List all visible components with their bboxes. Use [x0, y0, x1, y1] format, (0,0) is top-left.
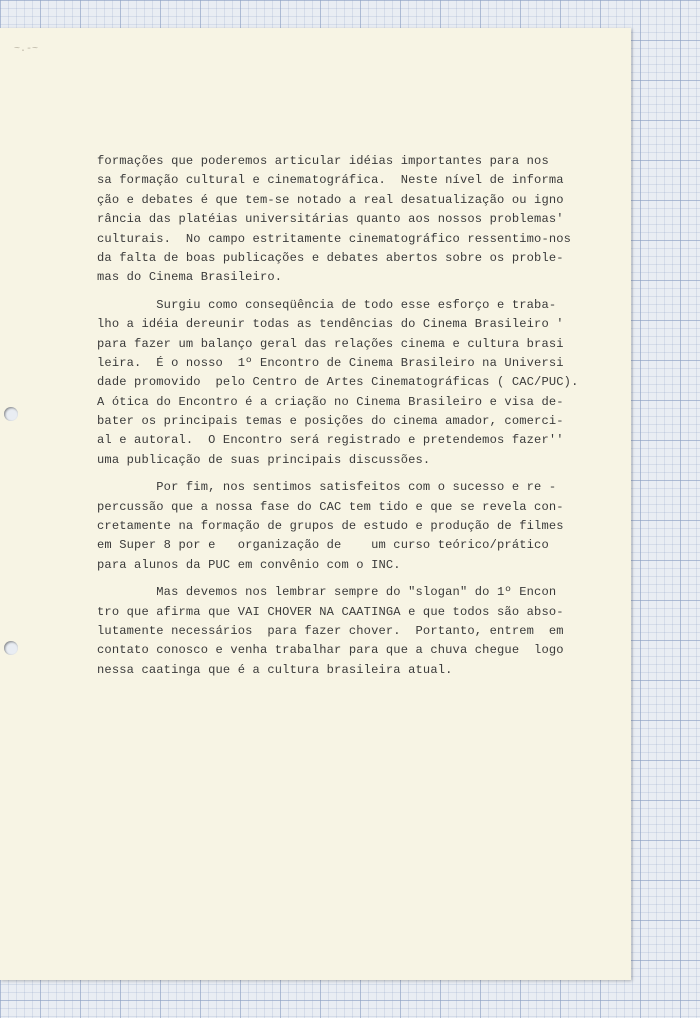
text-line: Surgiu como conseqüência de todo esse esforço e traba-: [97, 297, 557, 312]
text-line: lho a idéia dereunir todas as tendências do Cinema Brasileiro ': [97, 317, 564, 332]
text-line: uma publicação de suas principais discussões.: [97, 452, 431, 467]
paragraph-2: [97, 296, 617, 471]
text-line: lutamente necessários para fazer chover. Portanto, entrem em: [97, 623, 564, 638]
paragraph-gap: [97, 575, 617, 583]
paragraph-gap: [97, 470, 617, 478]
text-line: nessa caatinga que é a cultura brasileira atual.: [97, 662, 453, 677]
text-line: para fazer um balanço geral das relações cinema e cultura brasi: [97, 336, 564, 351]
text-line: Por fim, nos sentimos satisfeitos com o sucesso e re -: [97, 480, 557, 495]
text-line: leira. É o nosso 1º Encontro de Cinema Brasileiro na Universi: [97, 355, 564, 370]
text-line: cretamente na formação de grupos de estudo e produção de filmes: [97, 519, 564, 534]
text-line: bater os principais temas e posições do cinema amador, comerci-: [97, 414, 564, 429]
paragraph-gap: [97, 288, 617, 296]
text-line: sa formação cultural e cinematográfica. Neste nível de informa: [97, 173, 564, 188]
punch-hole-top: [4, 407, 18, 421]
text-line: formações que poderemos articular idéias importantes para nos: [97, 154, 549, 168]
paragraph-1: [97, 152, 617, 288]
text-line: da falta de boas publicações e debates abertos sobre os proble-: [97, 250, 564, 265]
ink-smudge: ~.-~: [14, 44, 39, 55]
paragraph-3: [97, 478, 617, 575]
typed-page: [0, 28, 631, 980]
text-line: mas do Cinema Brasileiro.: [97, 270, 283, 285]
text-line: dade promovido pelo Centro de Artes Cinematográficas ( CAC/PUC).: [97, 375, 579, 390]
text-line: ção e debates é que tem-se notado a real desatualização ou igno: [97, 192, 564, 207]
text-line: rância das platéias universitárias quanto aos nossos problemas': [97, 212, 564, 227]
text-line: Mas devemos nos lembrar sempre do "slogan" do 1º Encon: [97, 585, 557, 600]
text-line: al e autoral. O Encontro será registrado e pretendemos fazer'': [97, 433, 564, 448]
text-line: contato conosco e venha trabalhar para que a chuva chegue logo: [97, 643, 564, 658]
punch-hole-bottom: [4, 641, 18, 655]
paragraph-4: [97, 583, 617, 680]
text-line: tro que afirma que VAI CHOVER NA CAATINGA e que todos são abso-: [97, 604, 564, 619]
text-line: para alunos da PUC em convênio com o INC.: [97, 557, 401, 572]
text-line: culturais. No campo estritamente cinematográfico ressentimo-nos: [97, 231, 572, 246]
typed-text-body: [97, 152, 617, 680]
text-line: A ótica do Encontro é a criação no Cinema Brasileiro e visa de-: [97, 394, 564, 409]
text-line: percussão que a nossa fase do CAC tem tido e que se revela con-: [97, 499, 564, 514]
text-line: em Super 8 por e organização de um curso teórico/prático: [97, 538, 549, 553]
